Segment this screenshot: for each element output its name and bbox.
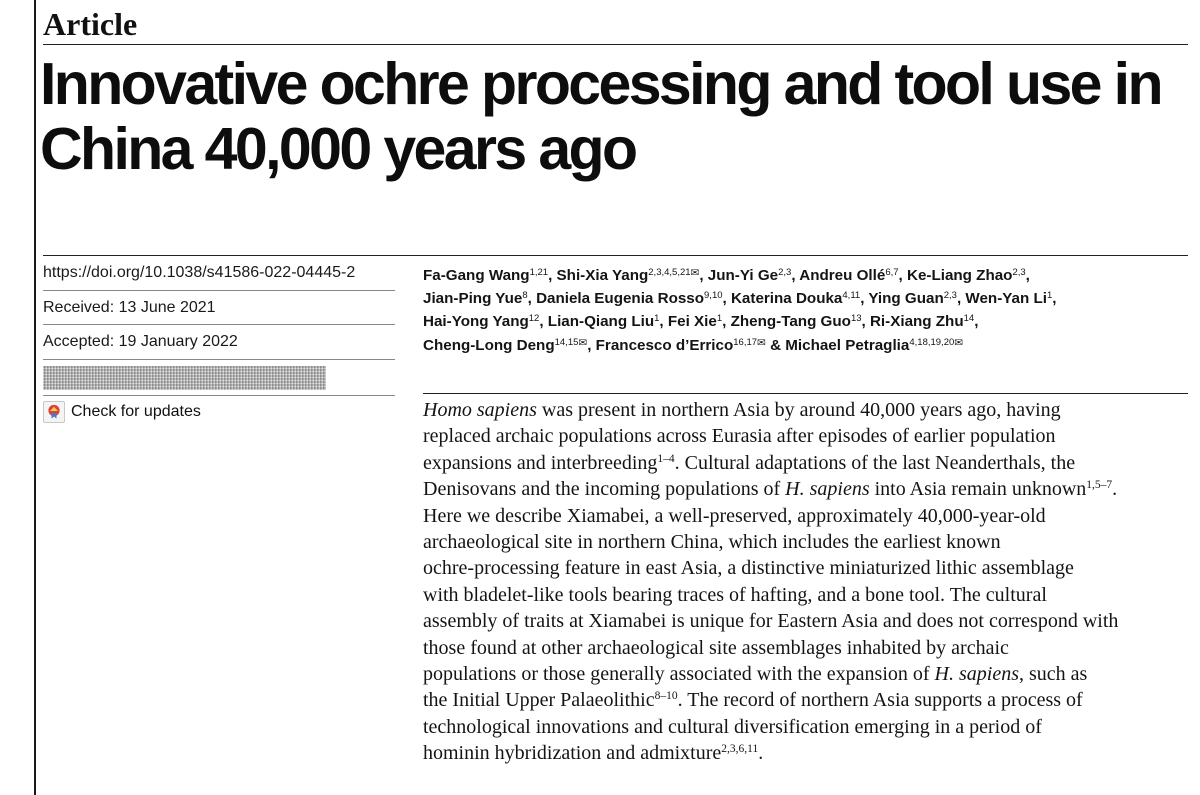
author-line: [423, 264, 1193, 287]
author-separator: ,: [1052, 290, 1057, 308]
envelope-icon[interactable]: ✉: [954, 336, 964, 349]
abstract-text: .: [1112, 478, 1118, 501]
abstract-line: [423, 714, 1193, 740]
left-margin-rule: [34, 0, 36, 795]
author-affiliation: 1,21: [529, 267, 549, 278]
author-name[interactable]: Lian-Qiang Liu: [547, 313, 655, 331]
abstract-line: [423, 503, 1193, 529]
author-separator: ,: [861, 313, 870, 331]
citation-ref[interactable]: 1–4: [657, 452, 675, 465]
author-name[interactable]: Shi-Xia Yang: [556, 267, 649, 284]
abstract-text: with bladelet-like tools bearing traces of hafting, and a bone tool. The cultural: [423, 583, 1047, 606]
header-divider: [43, 44, 1188, 45]
author-name[interactable]: Ke-Liang Zhao: [906, 267, 1013, 284]
abstract-line: [423, 661, 1193, 687]
section-divider: [43, 255, 1188, 256]
author-affiliation: 12: [528, 313, 540, 325]
author-name[interactable]: Andreu Ollé: [799, 267, 886, 284]
abstract-text: . The record of northern Asia supports a process of: [677, 689, 1083, 712]
author-line: [423, 334, 1193, 357]
title-line: China 40,000 years ago: [40, 116, 636, 182]
article-type-label: Article: [43, 6, 138, 42]
abstract-text: ochre-processing feature in east Asia, a distinctive miniaturized lithic assemblage: [423, 557, 1074, 580]
author-separator: ,: [722, 290, 731, 308]
author-name[interactable]: Jian-Ping Yue: [423, 290, 523, 308]
abstract-text: Here we describe Xiamabei, a well-preserved, approximately 40,000-year-old: [423, 504, 1046, 527]
received-date: Received: 13 June 2021: [43, 299, 216, 316]
author-name[interactable]: Fei Xie: [667, 313, 717, 331]
citation-ref[interactable]: 2,3,6,11: [721, 743, 759, 756]
author-name[interactable]: Katerina Douka: [730, 290, 843, 308]
author-affiliation: 6,7: [885, 267, 899, 278]
envelope-icon[interactable]: ✉: [578, 336, 588, 349]
meta-divider: [43, 359, 395, 360]
author-affiliation: 2,3: [943, 290, 957, 302]
author-separator: ,: [860, 290, 869, 308]
author-separator: &: [765, 336, 786, 354]
meta-divider: [43, 395, 395, 396]
citation-ref[interactable]: 1,5–7: [1086, 479, 1113, 492]
author-name[interactable]: Ri-Xiang Zhu: [869, 313, 964, 331]
author-name[interactable]: Wen-Yan Li: [965, 290, 1047, 308]
abstract-line: [423, 635, 1193, 661]
author-affiliation: 1: [1046, 290, 1053, 302]
abstract-line: [423, 397, 1193, 423]
redacted-block: [43, 366, 326, 390]
author-separator: ,: [659, 313, 668, 331]
abstract-text: , such as: [1019, 662, 1088, 685]
author-separator: ,: [699, 267, 708, 284]
author-line: [423, 287, 1193, 310]
abstract-text: was present in northern Asia by around 40,000 years ago, having: [536, 399, 1061, 421]
italic-term: H. sapiens: [785, 478, 870, 501]
abstract-text: Denisovans and the incoming populations of: [423, 478, 786, 501]
author-affiliation: 13: [850, 313, 862, 325]
author-separator: ,: [956, 290, 966, 308]
author-affiliation: 1: [654, 313, 660, 325]
abstract-text: archaeological site in northern China, which includes the earliest known: [423, 530, 1001, 553]
author-affiliation: 9,10: [704, 290, 723, 302]
author-separator: ,: [722, 313, 731, 331]
author-separator: ,: [898, 267, 907, 284]
author-affiliation: 8: [522, 290, 528, 302]
author-name[interactable]: Francesco d’Errico: [595, 336, 734, 354]
abstract-text: populations or those generally associated with the expansion of: [423, 662, 935, 685]
abstract: [423, 397, 1193, 766]
crossmark-icon[interactable]: [43, 401, 65, 423]
title-line: Innovative ochre processing and tool use in: [40, 51, 1161, 117]
author-name[interactable]: Fa-Gang Wang: [423, 267, 530, 284]
author-name[interactable]: Zheng-Tang Guo: [730, 313, 851, 331]
citation-ref[interactable]: 8–10: [654, 690, 678, 703]
check-for-updates-label[interactable]: Check for updates: [71, 403, 201, 420]
abstract-line: [423, 687, 1193, 713]
abstract-text: those found at other archaeological site assemblages inhabited by archaic: [423, 636, 1009, 659]
italic-term: H. sapiens: [934, 662, 1019, 685]
abstract-text: replaced archaic populations across Eurasia after episodes of earlier population: [423, 425, 1056, 448]
envelope-icon[interactable]: ✉: [757, 336, 766, 349]
abstract-line: [423, 529, 1193, 555]
meta-divider: [43, 324, 395, 325]
article-title: [40, 52, 1190, 182]
author-name[interactable]: Cheng-Long Deng: [423, 336, 555, 354]
abstract-line: [423, 450, 1193, 476]
author-affiliation: 2,3: [1012, 267, 1026, 278]
author-separator: ,: [527, 290, 537, 308]
abstract-text: the Initial Upper Palaeolithic: [423, 689, 655, 712]
author-affiliation: 2,3,4,5,21: [648, 267, 691, 278]
abstract-text: into Asia remain unknown: [869, 478, 1087, 501]
author-list: [423, 264, 1193, 357]
doi-link[interactable]: https://doi.org/10.1038/s41586-022-04445-2: [43, 264, 356, 281]
abstract-line: [423, 555, 1193, 581]
author-affiliation: 4,18,19,20: [909, 336, 955, 348]
author-affiliation: 14,15: [554, 336, 579, 348]
abstract-text: . Cultural adaptations of the last Neanderthals, the: [674, 451, 1076, 474]
meta-divider: [43, 290, 395, 291]
abstract-text: assembly of traits at Xiamabei is unique for Eastern Asia and does not correspond with: [423, 610, 1119, 633]
author-separator: ,: [548, 267, 557, 284]
author-name[interactable]: Michael Petraglia: [785, 336, 910, 354]
author-line: [423, 310, 1193, 333]
author-affiliation: 14: [963, 313, 975, 325]
accepted-date: Accepted: 19 January 2022: [43, 333, 238, 350]
abstract-text: hominin hybridization and admixture: [423, 742, 722, 765]
author-affiliation: 2,3: [778, 267, 792, 278]
author-name[interactable]: Jun-Yi Ge: [707, 267, 779, 284]
abstract-text: .: [758, 742, 764, 765]
author-separator: ,: [791, 267, 800, 284]
author-separator: ,: [974, 313, 979, 331]
abstract-line: [423, 608, 1193, 634]
author-affiliation: 16,17: [733, 336, 758, 348]
author-name[interactable]: Daniela Eugenia Rosso: [536, 290, 705, 308]
italic-term: Homo sapiens: [423, 399, 537, 421]
author-affiliation: 1: [716, 313, 723, 325]
author-separator: ,: [539, 313, 548, 331]
abstract-line: [423, 740, 1193, 766]
abstract-line: [423, 423, 1193, 449]
abstract-text: technological innovations and cultural diversification emerging in a period of: [423, 715, 1042, 738]
abstract-divider: [423, 393, 1188, 394]
author-name[interactable]: Ying Guan: [868, 290, 944, 308]
abstract-text: expansions and interbreeding: [423, 451, 658, 474]
envelope-icon[interactable]: ✉: [690, 267, 700, 279]
check-for-updates-button[interactable]: [43, 401, 201, 423]
author-separator: ,: [1025, 267, 1030, 284]
author-separator: ,: [587, 336, 596, 354]
author-affiliation: 4,11: [842, 290, 861, 302]
author-name[interactable]: Hai-Yong Yang: [423, 313, 529, 331]
abstract-line: [423, 582, 1193, 608]
abstract-line: [423, 476, 1193, 502]
